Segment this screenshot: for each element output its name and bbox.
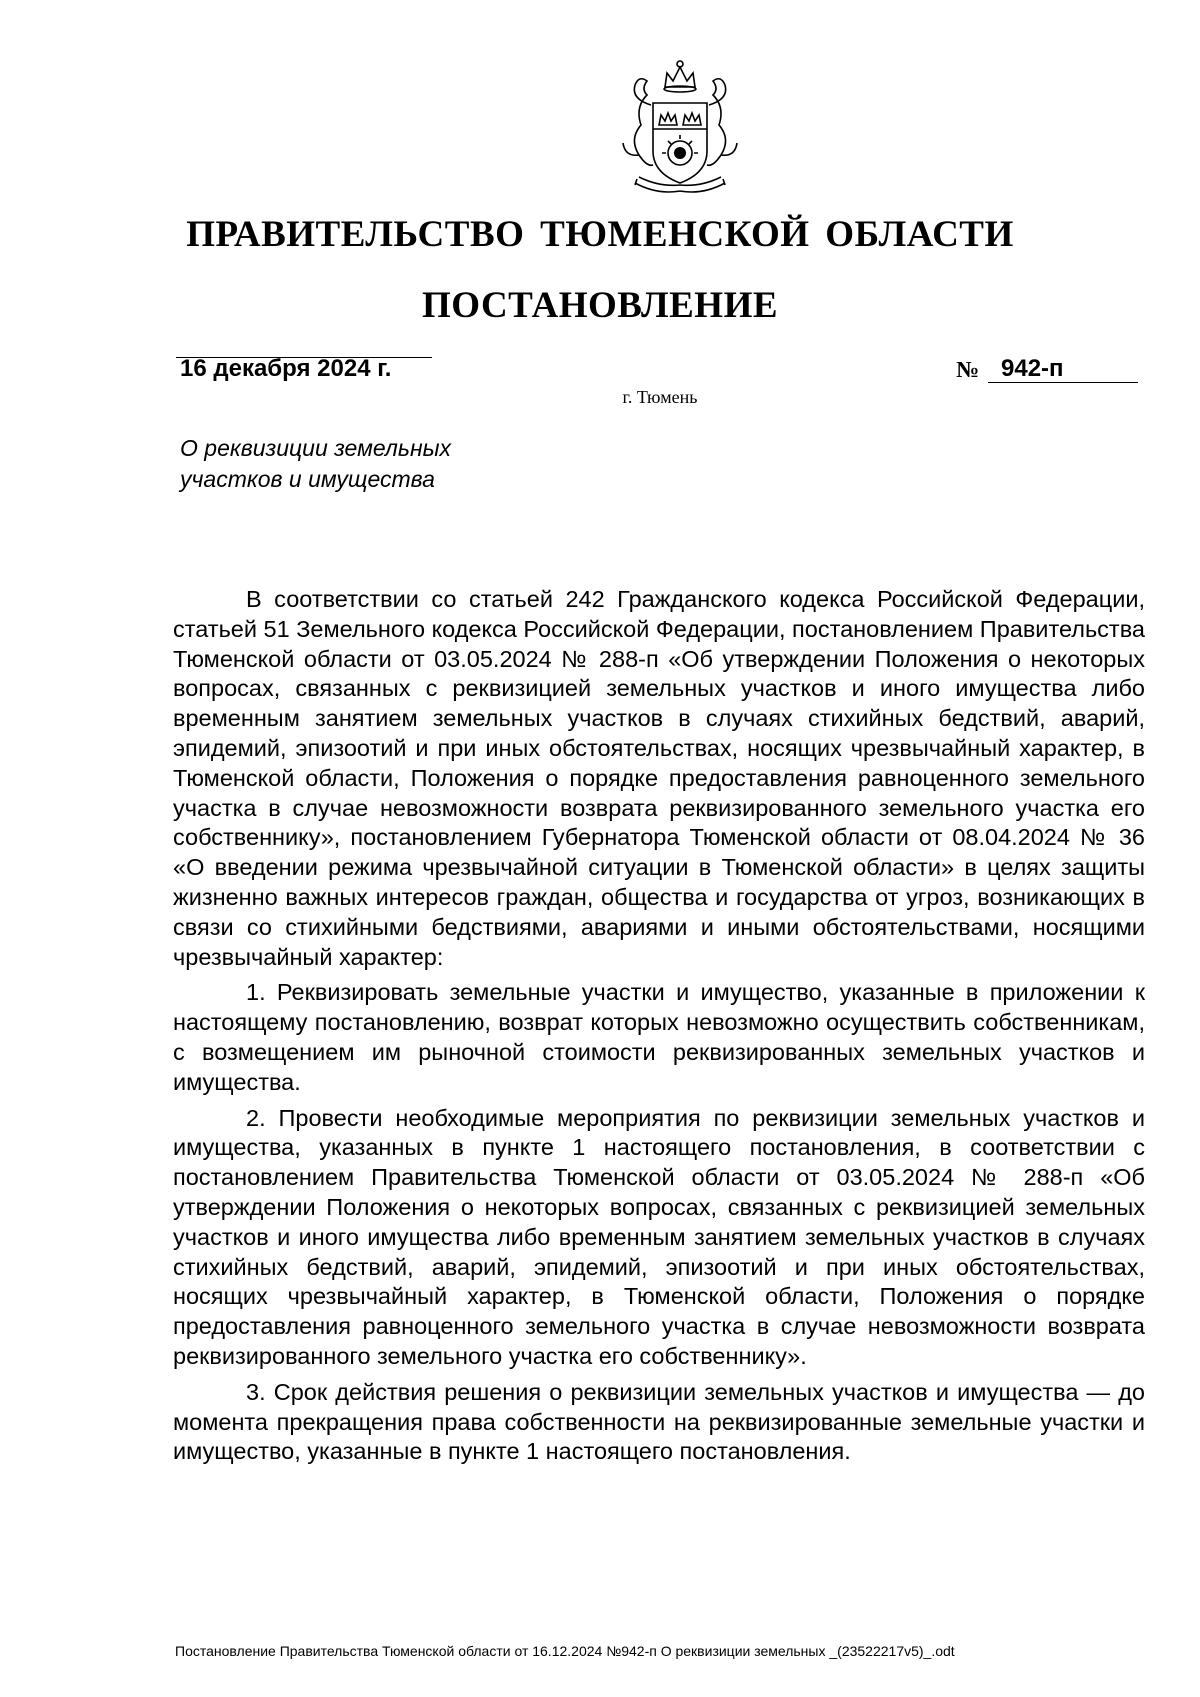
organization-title: ПРАВИТЕЛЬСТВО ТЮМЕНСКОЙ ОБЛАСТИ xyxy=(186,214,1014,255)
number-sign: № xyxy=(956,357,980,382)
subject-line: О реквизиции земельных xyxy=(180,435,452,461)
page-footer: Постановление Правительства Тюменской области от 16.12.2024 №942-п О реквизиции земельных _(23522217v5)_.odt xyxy=(175,1643,955,1659)
clause-paragraph-2: 2. Провести необходимые мероприятия по реквизиции земельных участков и имущества, указанных в пункте 1 настоящего постановления, в соответствии с постановлением Правительства Тюменской области от 03.05.2024 № 288-п «Об утверждении Положения о некоторых вопросах, связанных с реквизицией земельных участков и иного имущества либо временным занятием земельных участков в случаях стихийных бедствий, аварий, эпидемий, эпизоотий и при иных обстоятельствах, носящих чрезвычайный характер, в Тюменской области, Положения о порядке предоставления равноценного земельного участка в случае невозможности возврата реквизированного земельного участка его собственнику». xyxy=(173,1104,1145,1369)
document-body xyxy=(173,585,1145,1473)
document-type-title: ПОСТАНОВЛЕНИЕ xyxy=(421,285,779,326)
subject-line: участков и имущества xyxy=(180,466,435,492)
city: г. Тюмень xyxy=(622,387,698,407)
document-date: 16 декабря 2024 г. xyxy=(180,355,392,382)
preamble-paragraph: В соответствии со статьей 242 Гражданского кодекса Российской Федерации, статьей 51 Земельного кодекса Российской Федерации, постановлением Правительства Тюменской области от 03.05.2024 № 288-п «Об утверждении Положения о некоторых вопросах, связанных с реквизицией земельных участков и иного имущества либо временным занятием земельных участков в случаях стихийных бедствий, аварий, эпидемий, эпизоотий и при иных обстоятельствах, носящих чрезвычайный характер, в Тюменской области, Положения о порядке предоставления равноценного земельного участка в случае невозможности возврата реквизированного земельного участка его собственнику», постановлением Губернатора Тюменской области от 08.04.2024 № 36 «О введении режима чрезвычайной ситуации в Тюменской области» в целях защиты жизненно важных интересов граждан, общества и государства от угроз, возникающих в связи со стихийными бедствиями, авариями и иными обстоятельствами, носящими чрезвычайный характер: xyxy=(173,586,1145,970)
number-underline xyxy=(988,382,1138,383)
clause-paragraph-3: 3. Срок действия решения о реквизиции земельных участков и имущества — до момента прекращения права собственности на реквизированные земельные участки и имущество, указанные в пункте 1 настоящего постановления. xyxy=(173,1378,1145,1465)
clause-paragraph-1: 1. Реквизировать земельные участки и имущество, указанные в приложении к настоящему постановлению, возврат которых невозможно осуществить собственникам, с возмещением им рыночной стоимости реквизированных земельных участков и имущества. xyxy=(173,979,1145,1095)
coat-of-arms-icon xyxy=(595,55,765,200)
document-number: 942-п xyxy=(1001,355,1064,382)
document-subject xyxy=(180,433,540,495)
date-underline xyxy=(176,357,432,358)
